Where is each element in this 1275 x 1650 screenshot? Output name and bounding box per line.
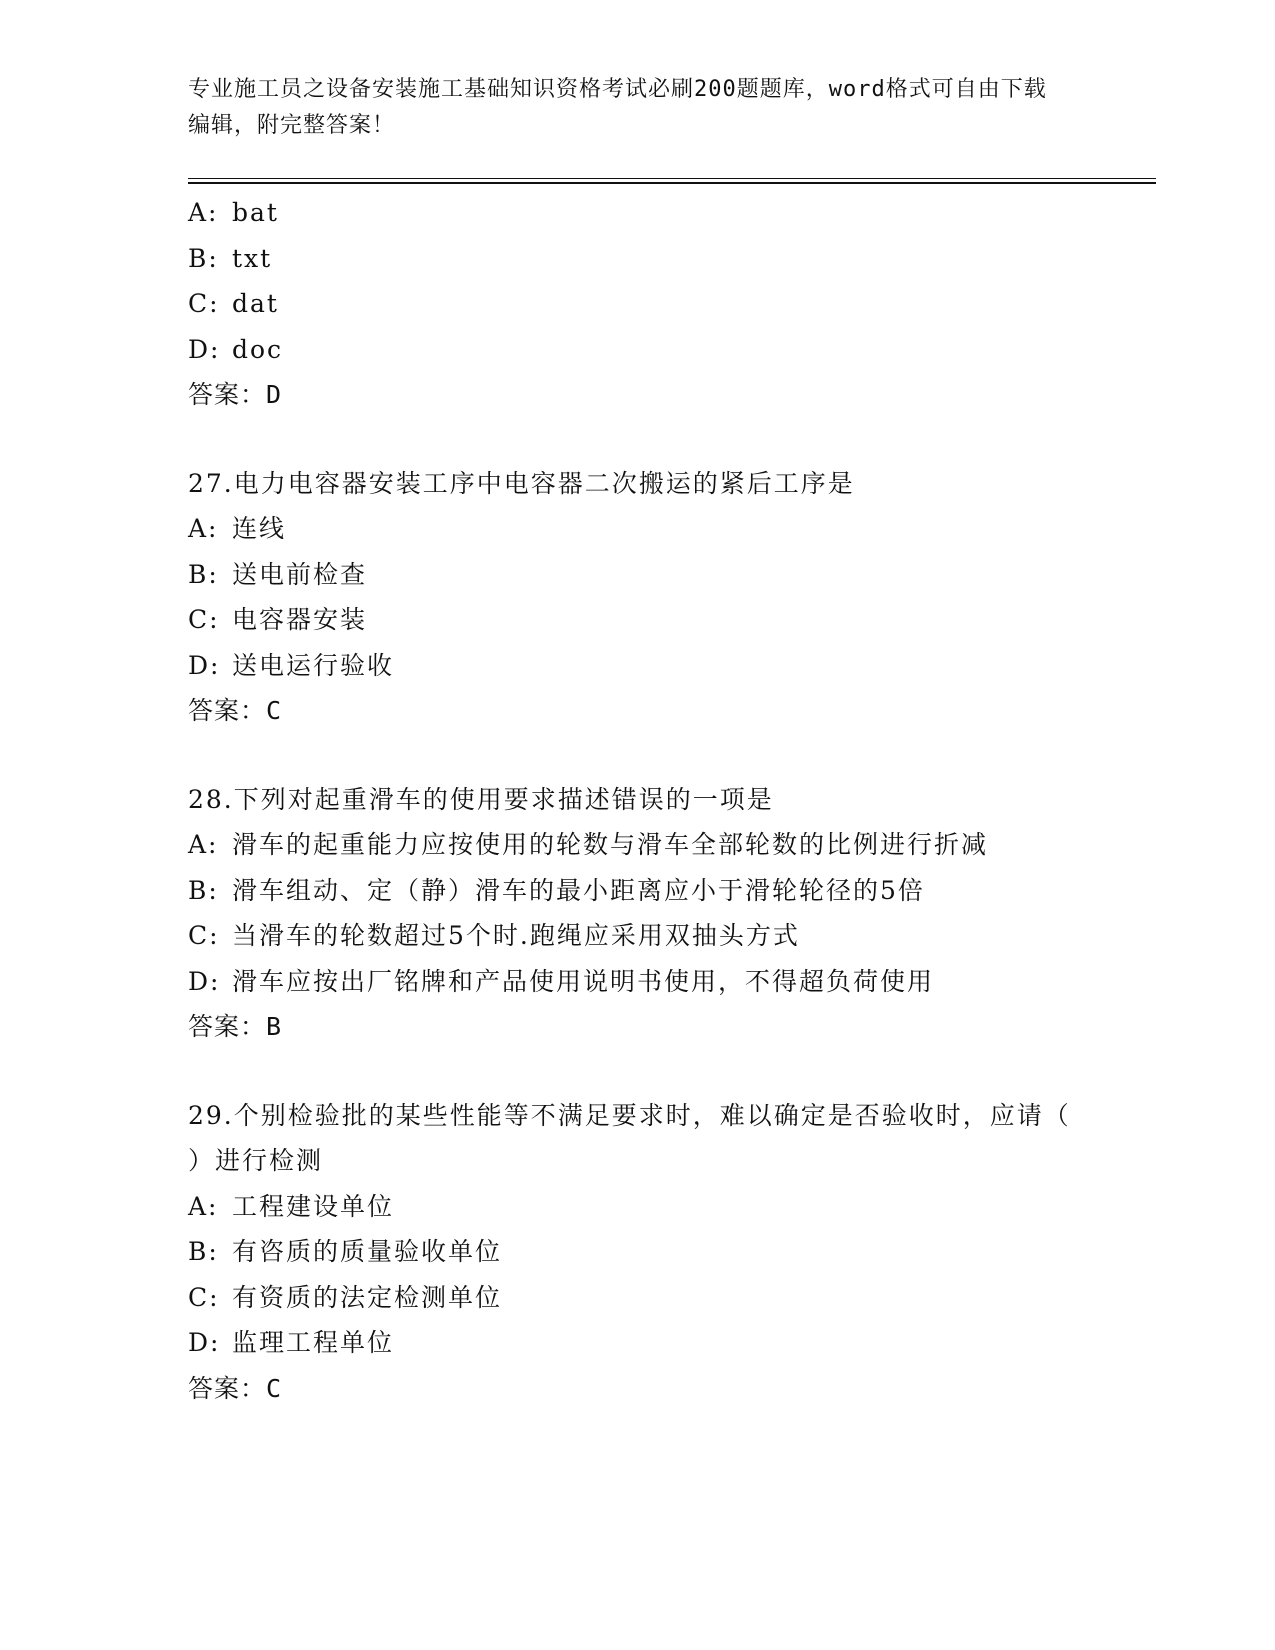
question-block-29: [188, 1093, 1088, 1412]
answer-line: 答案：B: [188, 1012, 283, 1041]
answer-line: 答案：D: [188, 380, 283, 409]
option-a: A: 工程建设单位: [188, 1191, 395, 1221]
question-block-27: [188, 461, 1088, 734]
answer-line: 答案：C: [188, 1373, 283, 1403]
option-d: D: 送电运行验收: [188, 650, 395, 680]
option-b: B: txt: [188, 243, 273, 273]
option-a: A: 滑车的起重能力应按使用的轮数与滑车全部轮数的比例进行折减: [188, 830, 989, 859]
option-d: D: 滑车应按出厂铭牌和产品使用说明书使用，不得超负荷使用: [188, 966, 935, 996]
question-block-28: [188, 777, 1088, 1050]
option-a: A: 连线: [188, 514, 287, 543]
option-d: D: 监理工程单位: [188, 1328, 395, 1357]
option-b: B: 滑车组动、定（静）滑车的最小距离应小于滑轮轮径的5倍: [188, 875, 925, 905]
option-b: B: 送电前检查: [188, 559, 368, 589]
option-d: D: doc: [188, 334, 284, 364]
option-c: C: dat: [188, 289, 279, 318]
question-stem: 28.下列对起重滑车的使用要求描述错误的一项是: [188, 784, 774, 814]
option-c: C: 当滑车的轮数超过5个时.跑绳应采用双抽头方式: [188, 921, 800, 950]
option-b: B: 有咨质的质量验收单位: [188, 1237, 503, 1266]
header-divider-thick: [188, 182, 1156, 184]
question-stem: 27.电力电容器安装工序中电容器二次搬运的紧后工序是: [188, 468, 855, 498]
option-a: A: bat: [188, 198, 279, 227]
spacer: [188, 1050, 1088, 1093]
option-c: C: 有资质的法定检测单位: [188, 1282, 503, 1312]
question-block-continued: [188, 190, 1088, 418]
option-c: C: 电容器安装: [188, 605, 368, 634]
document-header: 专业施工员之设备安装施工基础知识资格考试必刷200题题库，word格式可自由下载编辑，附完整答案！: [188, 77, 1047, 138]
answer-line: 答案：C: [188, 696, 283, 725]
spacer: [188, 734, 1088, 777]
header-divider-thin: [188, 178, 1156, 179]
question-stem: 29.个别检验批的某些性能等不满足要求时，难以确定是否验收时，应请（ ）进行检测: [188, 1100, 1071, 1175]
question-list: [188, 190, 1088, 1411]
spacer: [188, 418, 1088, 461]
